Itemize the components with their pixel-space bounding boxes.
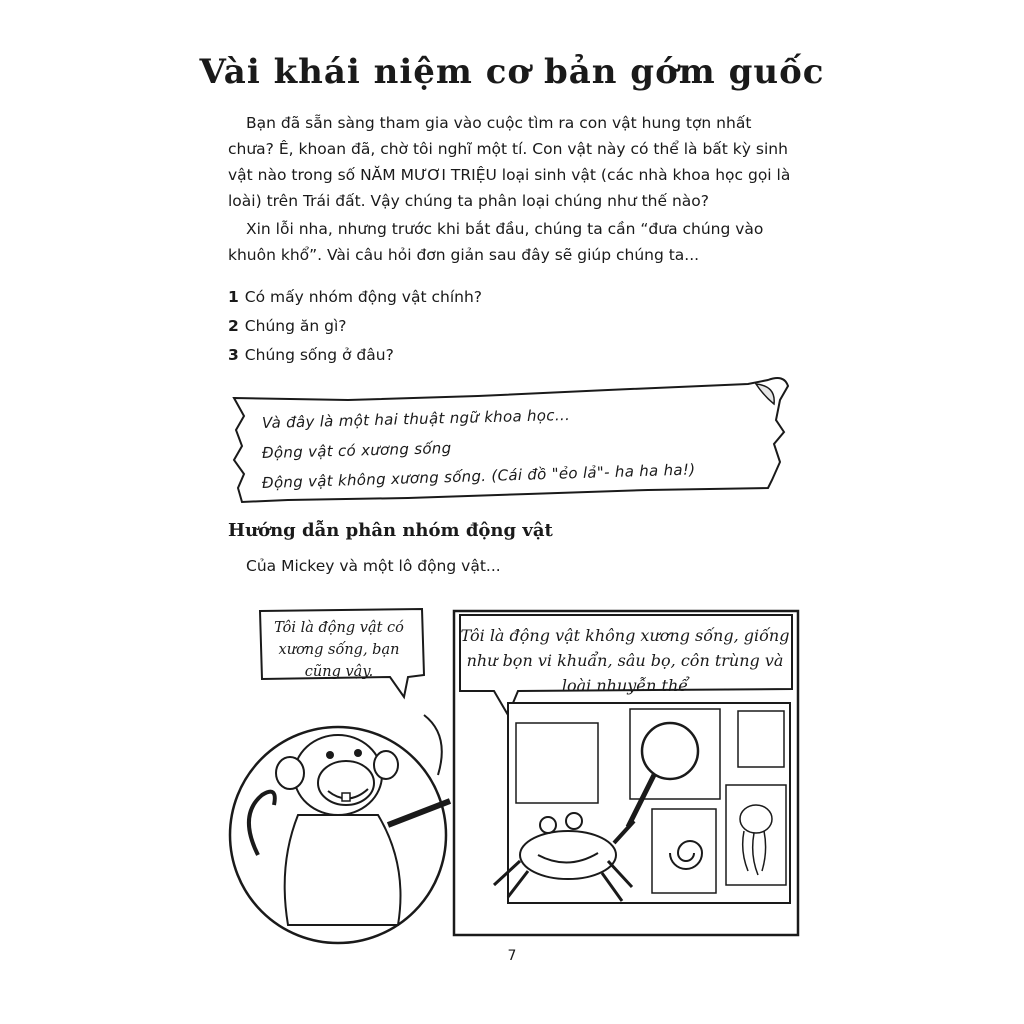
list-item: [228, 341, 482, 370]
note-line-3: Động vật không xương sống. (Cái đồ "ẻo lả"- ha ha ha!): [261, 460, 696, 492]
question-number: 1: [228, 288, 239, 306]
note-line-2: Động vật có xương sống: [261, 439, 452, 462]
note-line-1: Và đây là một hai thuật ngữ khoa học...: [261, 405, 571, 432]
scorpion-icon: [516, 723, 598, 803]
monkey-speech: Tôi là động vật có xương sống, bạn cũng vậy.: [274, 620, 404, 680]
page-title: Vài khái niệm cơ bản gớm guốc: [199, 52, 825, 92]
section-heading: Hướng dẫn phân nhóm động vật: [228, 520, 553, 541]
page-number: 7: [507, 948, 517, 964]
torn-paper-note: [228, 370, 794, 510]
question-number: 3: [228, 346, 239, 364]
question-list: [228, 283, 482, 370]
intro-paragraph: Bạn đã sẵn sàng tham gia vào cuộc tìm ra con vật hung tợn nhất chưa? Ê, khoan đã, chờ tôi nghĩ một tí. Con vật này có thể là bất kỳ sinh vật nào trong số NĂM MƯƠI TRIỆU loại sinh vật (các nhà khoa học gọi là loài) trên Trái đất. Vậy chúng ta phân loại chúng như thế nào?: [228, 114, 791, 210]
list-item: [228, 312, 482, 341]
mosquito-icon: [738, 711, 784, 767]
question-text: Có mấy nhóm động vật chính?: [244, 288, 482, 306]
question-text: Chúng ăn gì?: [244, 317, 347, 335]
magnifier-icon: [642, 723, 698, 779]
question-number: 2: [228, 317, 239, 335]
worm-icon: [652, 809, 716, 893]
cartoon-illustration: [218, 605, 804, 945]
question-text: Chúng sống ở đâu?: [244, 346, 394, 364]
list-item: [228, 283, 482, 312]
crab-speech: Tôi là động vật không xương sống, giống như bọn vi khuẩn, sâu bọ, côn trùng và loài nhuyễn thể: [460, 626, 790, 695]
section-subtitle: Của Mickey và một lô động vật...: [246, 557, 501, 575]
intro-paragraph-2: Xin lỗi nha, nhưng trước khi bắt đầu, chúng ta cần “đưa chúng vào khuôn khổ”. Vài câu hỏi đơn giản sau đây sẽ giúp chúng ta...: [228, 220, 764, 264]
